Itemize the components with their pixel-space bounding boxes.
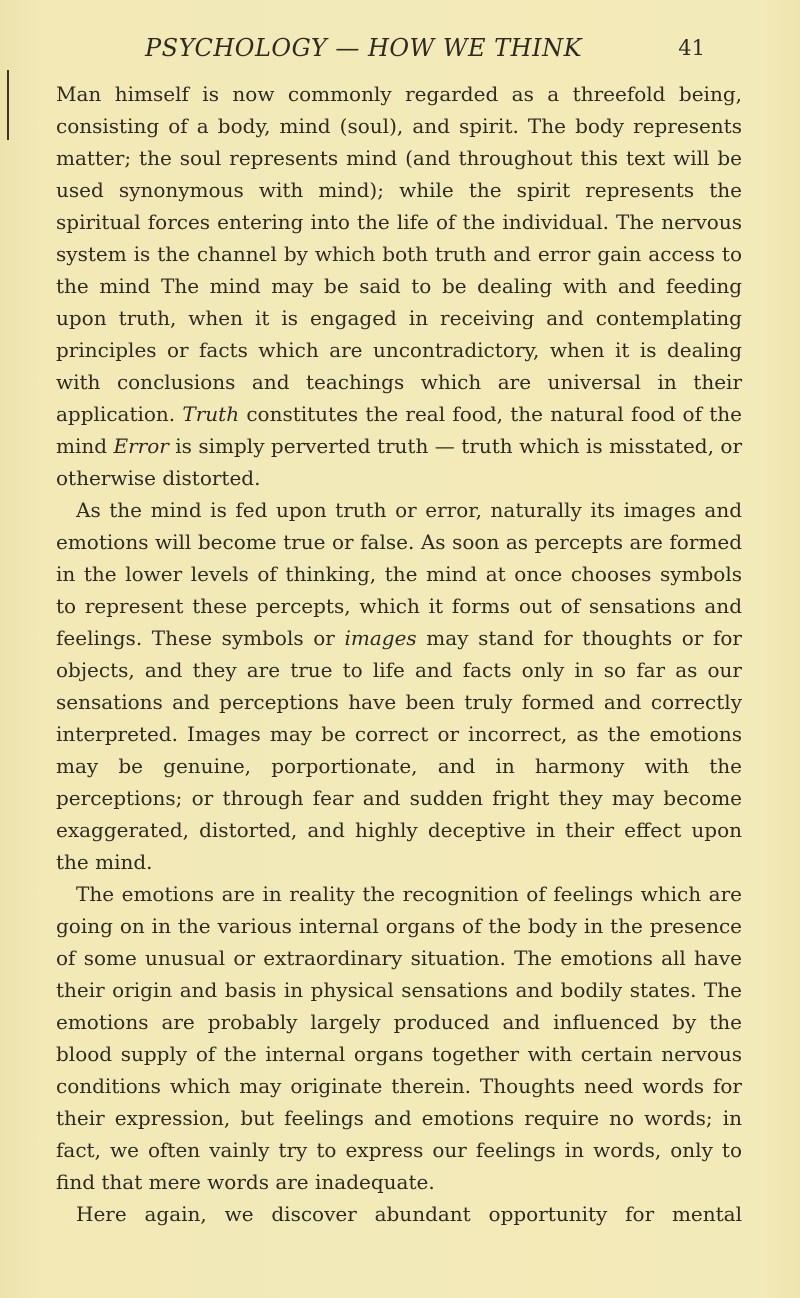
running-head: PSYCHOLOGY — HOW WE THINK — [145, 34, 583, 62]
text-run: constitutes the real food, the natural food of the mind — [56, 402, 742, 458]
page-edge-rule — [7, 70, 9, 140]
italic-term: Error — [113, 434, 169, 458]
text-run: may stand for thoughts or for objects, and they are true to life and facts only in so far as our sensations and perceptions have been truly formed and correctly interpreted. Images may be correct or incorrect, as the emotions may be genuine, porportionate, and in harmony with the perceptions; or through fear and sudden fright they may become exaggerated, distorted, and highly deceptive in their effect upon the mind. — [56, 626, 742, 874]
page-number: 41 — [678, 36, 705, 60]
paragraph — [56, 1198, 742, 1230]
text-run: As the mind is fed upon truth or error, naturally its images and emotions will become true or false. As soon as percepts are formed in the lower levels of thinking, the mind at once chooses symbols to represent these percepts, which it forms out of sensations and feelings. These symbols or — [56, 498, 742, 650]
italic-term: images — [344, 626, 417, 650]
body-text — [56, 78, 742, 1230]
text-run: Man himself is now commonly regarded as a threefold being, consisting of a body, mind (soul), and spirit. The body represents matter; the soul represents mind (and throughout this text will be used synonymous with mind); while the spirit represents the spiritual forces entering into the life of the individual. The nervous system is the channel by which both truth and error gain access to the mind The mind may be said to be dealing with and feeding upon truth, when it is engaged in receiving and contemplating principles or facts which are uncontradictory, when it is dealing with conclusions and teachings which are universal in their application. — [56, 82, 742, 426]
text-run: is simply perverted truth — truth which is misstated, or otherwise distorted. — [56, 434, 743, 490]
paragraph — [56, 878, 742, 1198]
paragraph — [56, 494, 742, 878]
italic-term: Truth — [182, 402, 240, 426]
paragraph — [56, 78, 742, 494]
text-run: Here again, we discover abundant opportunity for mental — [76, 1202, 742, 1226]
page-header — [145, 34, 705, 70]
text-run: The emotions are in reality the recognition of feelings which are going on in the various internal organs of the body in the presence of some unusual or extraordinary situation. The emotions all have their origin and basis in physical sensations and bodily states. The emotions are probably largely produced and influenced by the blood supply of the internal organs together with certain nervous conditions which may originate therein. Thoughts need words for their expression, but feelings and emotions require no words; in fact, we often vainly try to express our feelings in words, only to find that mere words are inadequate. — [56, 882, 742, 1194]
